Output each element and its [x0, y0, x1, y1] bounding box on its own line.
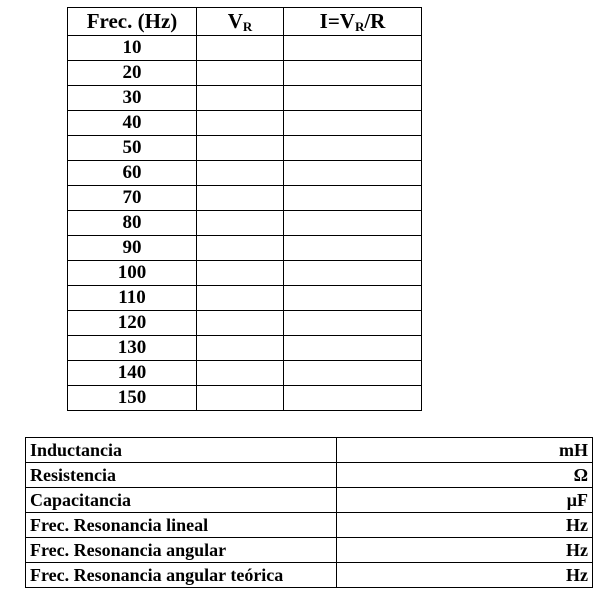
current-cell[interactable]	[284, 311, 422, 336]
frequency-cell: 70	[68, 186, 197, 211]
parameters-table	[25, 437, 593, 588]
header-voltage-main: V	[227, 9, 243, 33]
voltage-r-cell[interactable]	[197, 136, 284, 161]
voltage-r-cell[interactable]	[197, 361, 284, 386]
frequency-cell: 40	[68, 111, 197, 136]
current-cell[interactable]	[284, 61, 422, 86]
current-cell[interactable]	[284, 336, 422, 361]
header-voltage-sub: R	[242, 19, 253, 34]
frequency-cell: 100	[68, 261, 197, 286]
header-frequency: Frec. (Hz)	[68, 8, 197, 36]
current-cell[interactable]	[284, 236, 422, 261]
frequency-cell: 60	[68, 161, 197, 186]
table-row	[68, 261, 422, 286]
parameter-unit[interactable]: mH	[336, 438, 592, 463]
parameter-unit[interactable]: Hz	[336, 538, 592, 563]
frequency-cell: 50	[68, 136, 197, 161]
frequency-table	[67, 7, 422, 411]
voltage-r-cell[interactable]	[197, 61, 284, 86]
table-row	[26, 538, 593, 563]
current-cell[interactable]	[284, 386, 422, 411]
current-cell[interactable]	[284, 261, 422, 286]
table-row	[68, 61, 422, 86]
voltage-r-cell[interactable]	[197, 386, 284, 411]
voltage-r-cell[interactable]	[197, 336, 284, 361]
current-cell[interactable]	[284, 36, 422, 61]
frequency-cell: 10	[68, 36, 197, 61]
table-row	[68, 286, 422, 311]
voltage-r-cell[interactable]	[197, 286, 284, 311]
frequency-table-header	[68, 8, 422, 36]
voltage-r-cell[interactable]	[197, 186, 284, 211]
current-cell[interactable]	[284, 86, 422, 111]
current-cell[interactable]	[284, 186, 422, 211]
table-row	[68, 86, 422, 111]
parameter-label: Capacitancia	[26, 488, 337, 513]
table-row	[68, 236, 422, 261]
table-row	[68, 111, 422, 136]
table-row	[68, 386, 422, 411]
table-row	[26, 488, 593, 513]
frequency-cell: 80	[68, 211, 197, 236]
table-row	[68, 336, 422, 361]
table-row	[26, 438, 593, 463]
current-cell[interactable]	[284, 361, 422, 386]
header-current-pre: I=V	[319, 9, 355, 33]
parameter-unit[interactable]: Hz	[336, 513, 592, 538]
parameter-unit[interactable]: μF	[336, 488, 592, 513]
table-row	[68, 211, 422, 236]
frequency-cell: 130	[68, 336, 197, 361]
current-cell[interactable]	[284, 161, 422, 186]
table-row	[26, 513, 593, 538]
parameter-label: Resistencia	[26, 463, 337, 488]
voltage-r-cell[interactable]	[197, 261, 284, 286]
current-cell[interactable]	[284, 111, 422, 136]
parameter-label: Frec. Resonancia angular	[26, 538, 337, 563]
parameter-label: Inductancia	[26, 438, 337, 463]
voltage-r-cell[interactable]	[197, 86, 284, 111]
table-row	[68, 311, 422, 336]
current-cell[interactable]	[284, 136, 422, 161]
current-cell[interactable]	[284, 211, 422, 236]
frequency-cell: 140	[68, 361, 197, 386]
frequency-cell: 30	[68, 86, 197, 111]
frequency-cell: 150	[68, 386, 197, 411]
voltage-r-cell[interactable]	[197, 236, 284, 261]
frequency-cell: 110	[68, 286, 197, 311]
voltage-r-cell[interactable]	[197, 36, 284, 61]
table-row	[26, 563, 593, 588]
header-current-sub: R	[354, 19, 365, 34]
parameter-unit[interactable]: Ω	[336, 463, 592, 488]
voltage-r-cell[interactable]	[197, 211, 284, 236]
frequency-cell: 90	[68, 236, 197, 261]
table-row	[26, 463, 593, 488]
parameter-unit[interactable]: Hz	[336, 563, 592, 588]
table-row	[68, 161, 422, 186]
header-voltage-r	[197, 8, 284, 36]
current-cell[interactable]	[284, 286, 422, 311]
parameter-label: Frec. Resonancia angular teórica	[26, 563, 337, 588]
frequency-cell: 120	[68, 311, 197, 336]
frequency-cell: 20	[68, 61, 197, 86]
voltage-r-cell[interactable]	[197, 111, 284, 136]
table-row	[68, 36, 422, 61]
parameter-label: Frec. Resonancia lineal	[26, 513, 337, 538]
table-row	[68, 361, 422, 386]
voltage-r-cell[interactable]	[197, 161, 284, 186]
header-current-post: /R	[364, 9, 386, 33]
table-row	[68, 136, 422, 161]
header-current	[284, 8, 422, 36]
voltage-r-cell[interactable]	[197, 311, 284, 336]
table-row	[68, 186, 422, 211]
